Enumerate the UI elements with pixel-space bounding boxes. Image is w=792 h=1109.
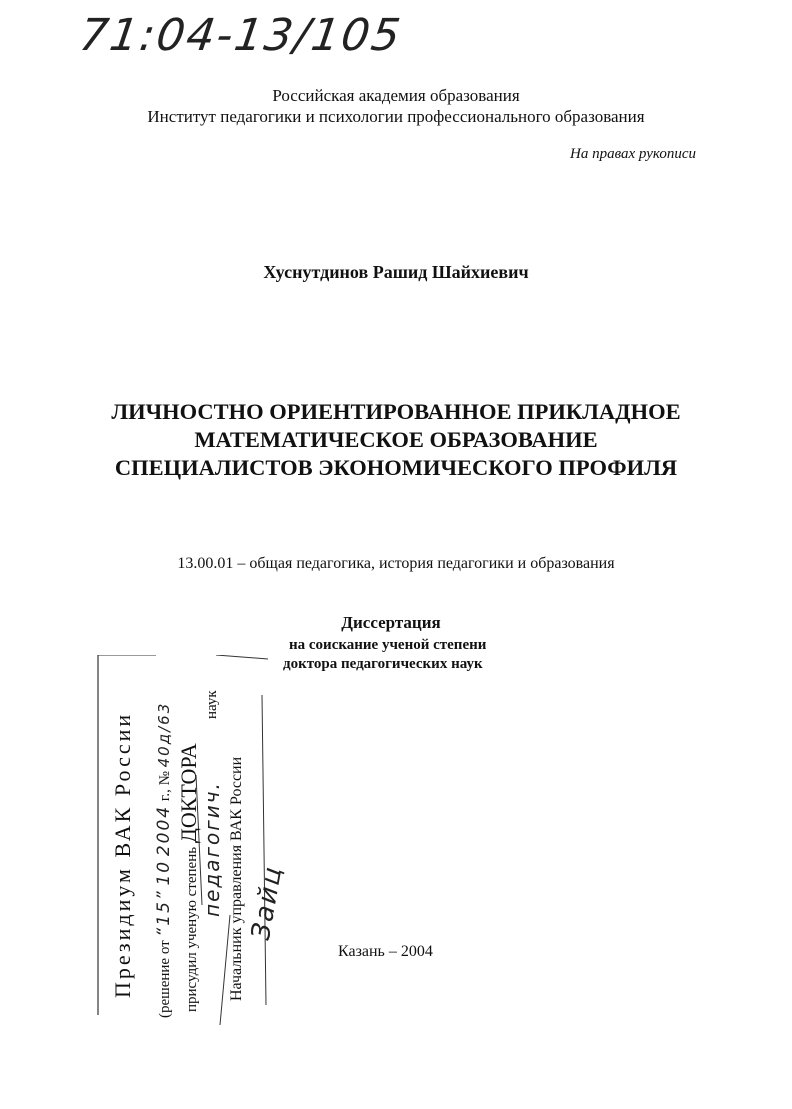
- decision-year-suffix: г., №: [157, 771, 173, 802]
- stamp-head: Начальник управления ВАК России: [228, 756, 245, 1001]
- degree-text: ДОКТОРА: [176, 743, 201, 844]
- decision-day: “15”: [154, 889, 174, 937]
- title-line: МАТЕМАТИЧЕСКОЕ ОБРАЗОВАНИЕ: [194, 427, 598, 452]
- institute-name: Институт педагогики и психологии профессионального образования: [147, 107, 645, 126]
- manuscript-note: На правах рукописи: [570, 146, 696, 162]
- author-name: Хуснутдинов Рашид Шайхиевич: [263, 262, 529, 282]
- degree-line-2: доктора педагогических наук: [283, 656, 483, 672]
- stamp-presidium: Президиум ВАК России: [110, 711, 135, 998]
- dissertation-heading: Диссертация: [341, 613, 441, 632]
- vak-stamp: [96, 655, 289, 1028]
- stamp-decision: [154, 702, 174, 1018]
- city-year: Казань – 2004: [338, 943, 433, 960]
- decision-month: 10: [154, 859, 174, 886]
- stamp-field-handwritten: педагогич.: [200, 781, 224, 917]
- degree-line-1: на соискание ученой степени: [289, 637, 487, 653]
- stamp-signature: Зайц: [246, 862, 289, 943]
- stamp-sciences: наук: [204, 690, 220, 719]
- specialty-code: 13.00.01 – общая педагогика, история педагогики и образования: [177, 555, 615, 572]
- decision-number: 40д/63: [155, 701, 173, 768]
- awarded-text: присудил ученую степень: [184, 846, 200, 1012]
- decision-prefix: (решение от: [157, 940, 173, 1018]
- stamp-awarded: [176, 743, 202, 1012]
- archive-number: 71:04-13/105: [76, 10, 406, 61]
- decision-year: 2004: [154, 804, 174, 857]
- academy-name: Российская академия образования: [272, 86, 520, 105]
- title-line: СПЕЦИАЛИСТОВ ЭКОНОМИЧЕСКОГО ПРОФИЛЯ: [114, 455, 678, 480]
- title-line: ЛИЧНОСТНО ОРИЕНТИРОВАННОЕ ПРИКЛАДНОЕ: [111, 399, 681, 424]
- dissertation-title: [0, 398, 792, 482]
